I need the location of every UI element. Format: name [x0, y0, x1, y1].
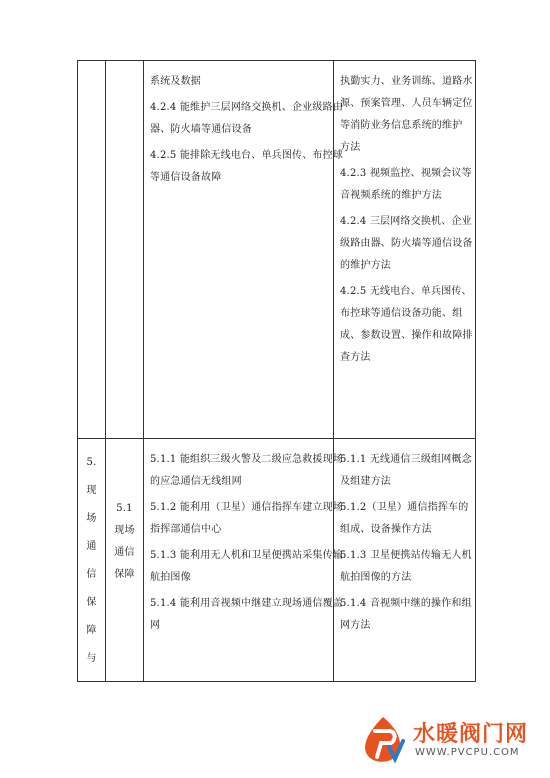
text-line: 5.: [86, 457, 97, 468]
text-line: 网: [150, 620, 161, 631]
text-line: 布控球等通信设备功能、组: [340, 308, 463, 319]
text-line: 5.1.2（卫星）通信指挥车的: [340, 502, 469, 513]
text-line: 4.2.3 视频监控、视频会议等: [340, 168, 472, 179]
text-line: 5.1.3 卫星便携站传输无人机: [340, 550, 472, 561]
knowledge-requirements-cell: [334, 61, 476, 439]
requirement-item: [340, 71, 471, 159]
text-line: 组成、设备操作方法: [340, 524, 432, 535]
text-line: 5.1.4 音视频中继的操作和组: [340, 598, 472, 609]
text-line: 5.1.1 能组织三级火警及二级应急救援现场: [150, 454, 344, 465]
table-cell-empty: [78, 61, 106, 439]
occupational-function-cell: [78, 439, 106, 682]
watermark-url: WWW.PVCPU.COM: [415, 747, 520, 758]
requirement-item: [340, 545, 471, 589]
requirement-item: [150, 593, 344, 637]
table-cell-empty: [106, 61, 144, 439]
table-row: [78, 61, 476, 439]
text-line: 4.2.5 能排除无线电台、单兵图传、布控球: [150, 150, 344, 161]
knowledge-requirements-cell: [334, 439, 476, 682]
text-line: 现: [86, 485, 97, 496]
requirement-item: [150, 449, 344, 493]
text-line: 等通信设备故障: [150, 172, 222, 183]
text-line: 执勤实力、业务训练、道路水: [340, 76, 473, 87]
text-line: 现场: [114, 525, 135, 536]
text-line: 航拍图像: [150, 572, 191, 583]
text-line: 5.1.2 能利用（卫星）通信指挥车建立现场: [150, 502, 344, 513]
text-line: 等消防业务信息系统的维护: [340, 120, 463, 131]
text-line: 方法: [340, 142, 361, 153]
requirement-item: [340, 593, 471, 637]
text-line: 的维护方法: [340, 260, 391, 271]
text-line: 查方法: [340, 352, 371, 363]
requirement-item: [150, 545, 344, 589]
work-content-cell: [106, 439, 144, 682]
requirement-item: [340, 163, 471, 207]
site-watermark: [353, 713, 538, 768]
text-line: 的应急通信无线组网: [150, 476, 242, 487]
text-line: 4.2.4 三层网络交换机、企业: [340, 216, 472, 227]
text-line: 网方法: [340, 620, 371, 631]
text-line: 航拍图像的方法: [340, 572, 412, 583]
text-line: 通: [86, 541, 97, 552]
standards-table: [77, 60, 476, 682]
text-line: 指挥部通信中心: [150, 524, 222, 535]
requirement-item: [340, 281, 471, 369]
text-line: 4.2.5 无线电台、单兵图传、: [340, 286, 472, 297]
text-line: 音视频系统的维护方法: [340, 190, 442, 201]
requirement-item: [340, 211, 471, 277]
text-line: 系统及数据: [150, 76, 201, 87]
text-line: 保障: [114, 569, 135, 580]
text-line: 器、防火墙等通信设备: [150, 124, 252, 135]
pv-logo-icon: [353, 713, 413, 768]
text-line: 5.1: [116, 503, 133, 514]
watermark-name: 水暖阀门网: [413, 722, 529, 747]
text-line: 与: [86, 653, 97, 664]
text-line: 通信: [114, 547, 135, 558]
text-line: 级路由器、防火墙等通信设备: [340, 238, 473, 249]
text-line: 场: [86, 513, 97, 524]
skill-requirements-cell: [144, 61, 344, 439]
requirement-item: [340, 449, 471, 493]
text-line: 保: [86, 597, 97, 608]
requirement-item: [150, 497, 344, 541]
skill-requirements-cell: [144, 439, 344, 682]
text-line: 5.1.3 能利用无人机和卫星便携站采集传输: [150, 550, 344, 561]
text-line: 4.2.4 能维护三层网络交换机、企业级路由: [150, 102, 344, 113]
text-line: 源、预案管理、人员车辆定位: [340, 98, 473, 109]
text-line: 5.1.4 能利用音视频中继建立现场通信覆盖: [150, 598, 344, 609]
text-line: 5.1.1 无线通信三级组网概念: [340, 454, 472, 465]
requirement-item: [150, 71, 329, 93]
text-line: 及组建方法: [340, 476, 391, 487]
table-row: [78, 439, 476, 682]
text-line: 障: [86, 625, 97, 636]
text-line: 信: [86, 569, 97, 580]
requirement-item: [340, 497, 471, 541]
text-line: 成、参数设置、操作和故障排: [340, 330, 473, 341]
requirement-item: [150, 145, 344, 189]
requirement-item: [150, 97, 344, 141]
